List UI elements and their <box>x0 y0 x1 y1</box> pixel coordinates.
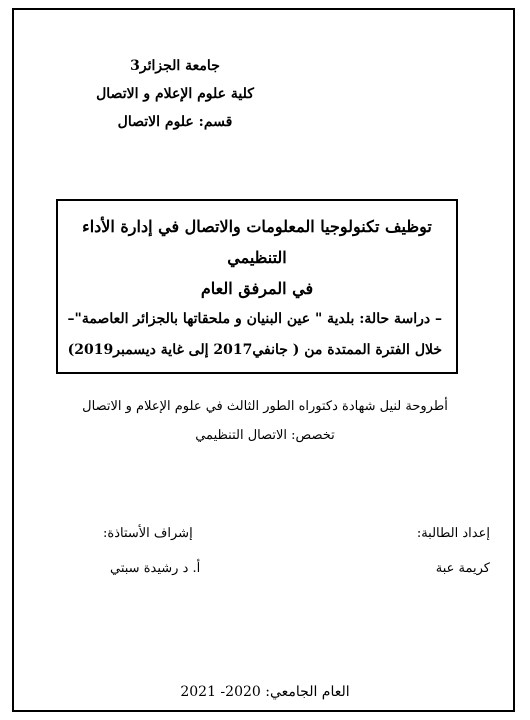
academic-year: العام الجامعي: 2020- 2021 <box>180 684 350 700</box>
faculty-name: كلية علوم الإعلام و الاتصال <box>96 86 254 102</box>
thesis-title-line2: في المرفق العام <box>200 279 314 298</box>
supervisor-name: أ. د رشيدة سبتي <box>110 561 201 576</box>
department-name: قسم: علوم الاتصال <box>117 114 233 130</box>
case-study: – دراسة حالة: بلدية " عين البنيان و ملحقاتها بالجزائر العاصمة"– <box>67 311 442 327</box>
institution-header <box>65 52 285 136</box>
thesis-description: أطروحة لنيل شهادة دكتوراه الطور الثالث في علوم الإعلام و الاتصال <box>82 399 448 414</box>
thesis-title-line1: توظيف تكنولوجيا المعلومات والاتصال في إدارة الأداء التنظيمي <box>82 217 432 267</box>
study-period: خلال الفترة الممتدة من ( جانفي2017 إلى غاية ديسمبر2019) <box>67 342 442 358</box>
supervisor-label: إشراف الأستاذة: <box>103 526 193 541</box>
thesis-title <box>72 211 442 304</box>
university-name: جامعة الجزائر3 <box>130 58 220 74</box>
student-name: كريمة عبة <box>435 561 490 576</box>
title-box <box>56 199 458 374</box>
specialty: تخصص: الاتصال التنظيمي <box>195 428 335 443</box>
prepared-by-label: إعداد الطالبة: <box>416 526 490 541</box>
